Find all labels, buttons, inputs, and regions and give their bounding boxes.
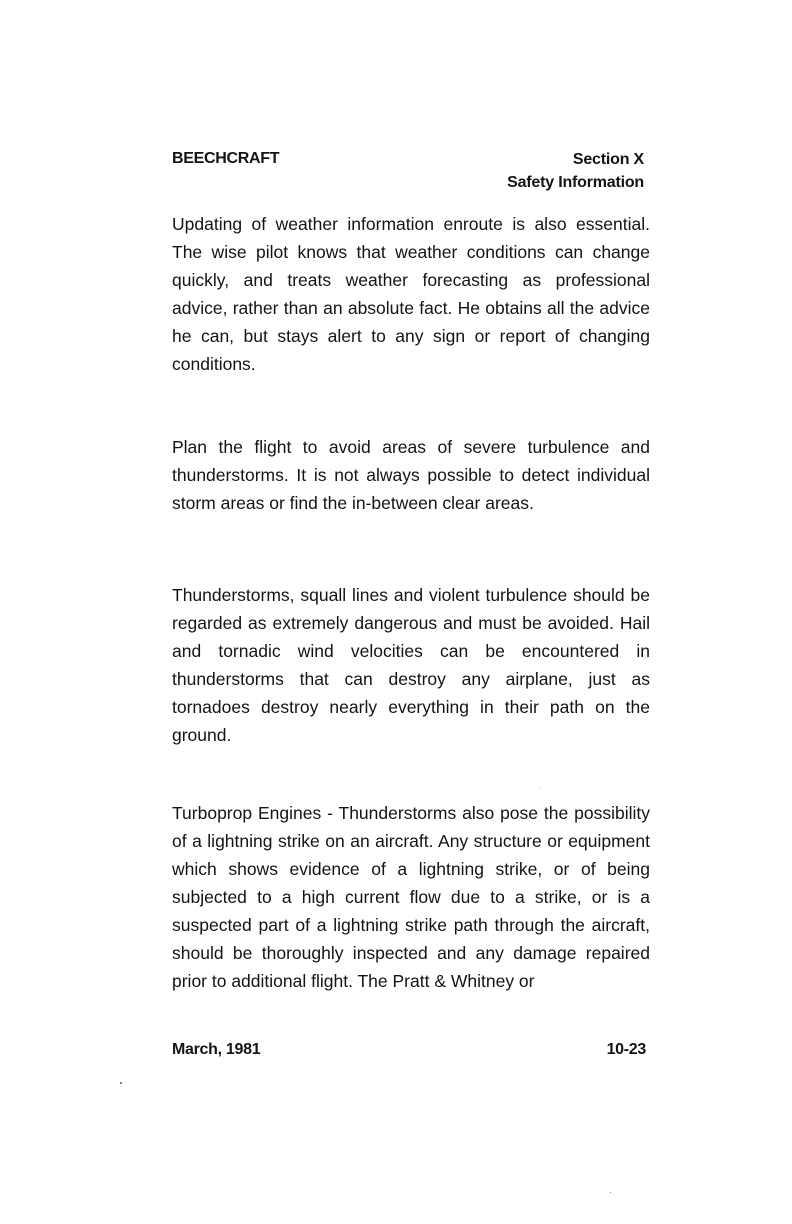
manufacturer-header: BEECHCRAFT: [172, 150, 280, 167]
page-number: 10-23: [606, 1041, 646, 1058]
scan-speck: [120, 1082, 122, 1084]
paragraph-thunderstorm-danger: Thunderstorms, squall lines and violent turbulence should be regarded as extremely dangerous and must be avoided. Hail and tornadic wind velocities can be encountered in thunderstorms that can destroy any airplane, just as tornadoes destroy nearly everything in their path on the ground.: [172, 585, 650, 745]
scan-speck: [540, 787, 541, 788]
paragraph-lightning-strike: Turboprop Engines - Thunderstorms also pose the possibility of a lightning strike on an aircraft. Any structure or equipment which shows evidence of a lightning strike, or of being subjected to a high current flow due to a strike, or is a suspected part of a lightning strike path through the aircraft, should be thoroughly inspected and any damage repaired prior to additional flight. The Pratt & Whitney or: [172, 803, 650, 991]
section-title: Safety Information: [507, 174, 644, 191]
scan-speck: [610, 1192, 611, 1193]
section-header: [507, 148, 644, 194]
paragraph-flight-planning: Plan the flight to avoid areas of severe turbulence and thunderstorms. It is not always possible to detect individual storm areas or find the in-between clear areas.: [172, 437, 650, 513]
paragraph-weather-updates: Updating of weather information enroute is also essential. The wise pilot knows that weather conditions can change quickly, and treats weather forecasting as professional advice, rather than an absolute fact. He obtains all the advice he can, but stays alert to any sign or report of changing conditions.: [172, 214, 650, 374]
footer-date: March, 1981: [172, 1041, 261, 1058]
section-number: Section X: [572, 151, 644, 168]
